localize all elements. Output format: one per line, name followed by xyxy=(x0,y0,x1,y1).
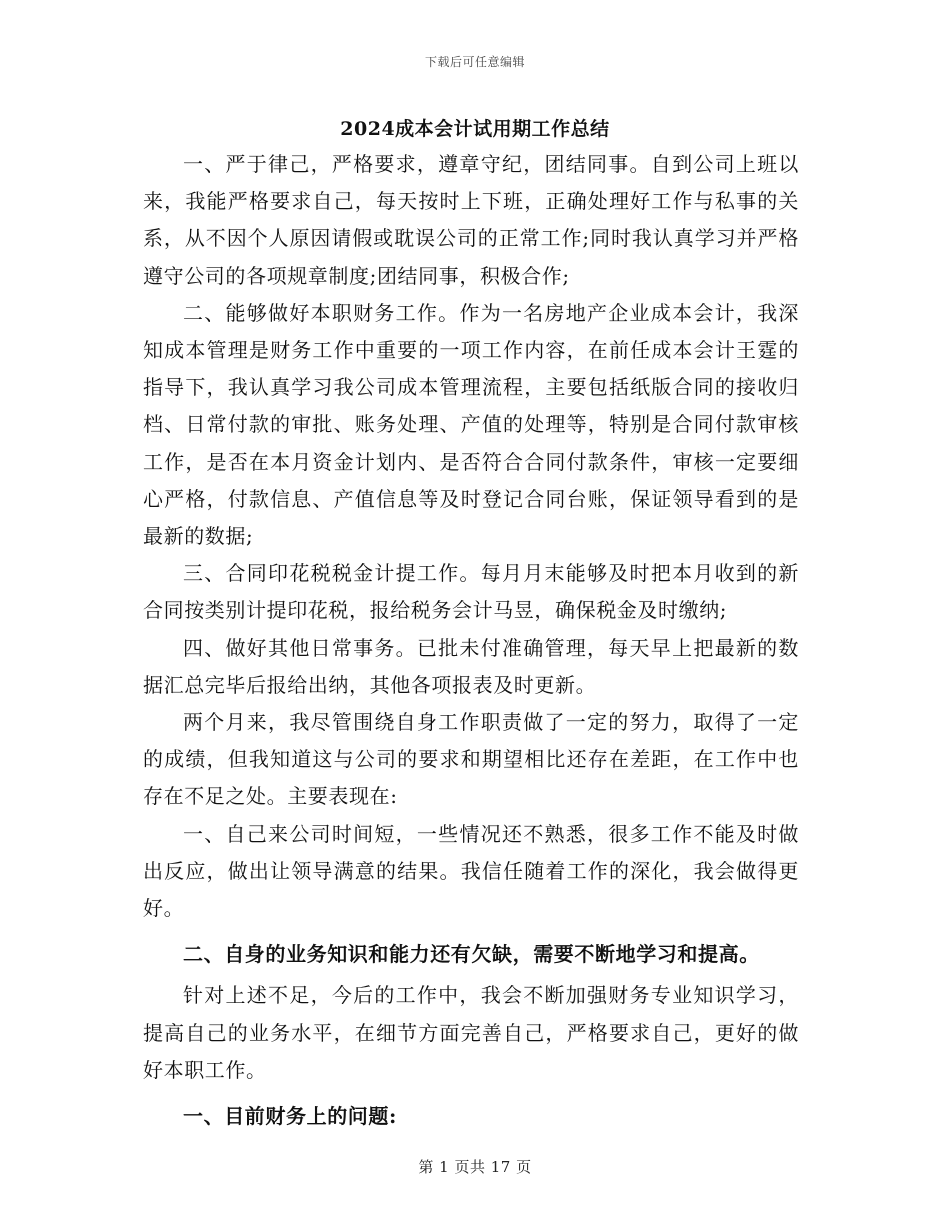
paragraph-daily-affairs: 四、做好其他日常事务。已批未付准确管理，每天早上把最新的数据汇总完毕后报给出纳，其他各项报表及时更新。 xyxy=(143,635,799,697)
paragraph-improvement: 针对上述不足，今后的工作中，我会不断加强财务专业知识学习，提高自己的业务水平，在细节方面完善自己，严格要求自己，更好的做好本职工作。 xyxy=(143,983,799,1082)
paragraph-shortcoming-1: 一、自己来公司时间短，一些情况还不熟悉，很多工作不能及时做出反应，做出让领导满意的结果。我信任随着工作的深化，我会做得更好。 xyxy=(143,821,799,921)
heading-current-issues: 一、目前财务上的问题: xyxy=(183,1104,397,1129)
heading-shortcoming-2: 二、自身的业务知识和能力还有欠缺，需要不断地学习和提高。 xyxy=(183,942,760,967)
paragraph-stamp-tax: 三、合同印花税税金计提工作。每月月末能够及时把本月收到的新合同按类别计提印花税，报给税务会计马昱，确保税金及时缴纳; xyxy=(143,561,799,623)
paragraph-discipline: 一、严于律己，严格要求，遵章守纪，团结同事。自到公司上班以来，我能严格要求自己，每天按时上下班，正确处理好工作与私事的关系，从不因个人原因请假或耽误公司的正常工作;同时我认真学习并严格遵守公司的各项规章制度;团结同事，积极合作; xyxy=(143,152,799,288)
paragraph-finance-work: 二、能够做好本职财务工作。作为一名房地产企业成本会计，我深知成本管理是财务工作中重要的一项工作内容，在前任成本会计王霆的指导下，我认真学习我公司成本管理流程，主要包括纸版合同的接收归档、日常付款的审批、账务处理、产值的处理等，特别是合同付款审核工作，是否在本月资金计划内、是否符合合同付款条件，审核一定要细心严格，付款信息、产值信息等及时登记合同台账，保证领导看到的是最新的数据; xyxy=(143,300,799,549)
page-footer: 第 1 页共 17 页 xyxy=(418,1158,532,1176)
paragraph-summary: 两个月来，我尽管围绕自身工作职责做了一定的努力，取得了一定的成绩，但我知道这与公司的要求和期望相比还存在差距，在工作中也存在不足之处。主要表现在: xyxy=(143,710,799,809)
document-title: 2024成本会计试用期工作总结 xyxy=(340,118,610,140)
document-body xyxy=(143,146,799,1135)
header-note: 下载后可任意编辑 xyxy=(424,55,525,69)
